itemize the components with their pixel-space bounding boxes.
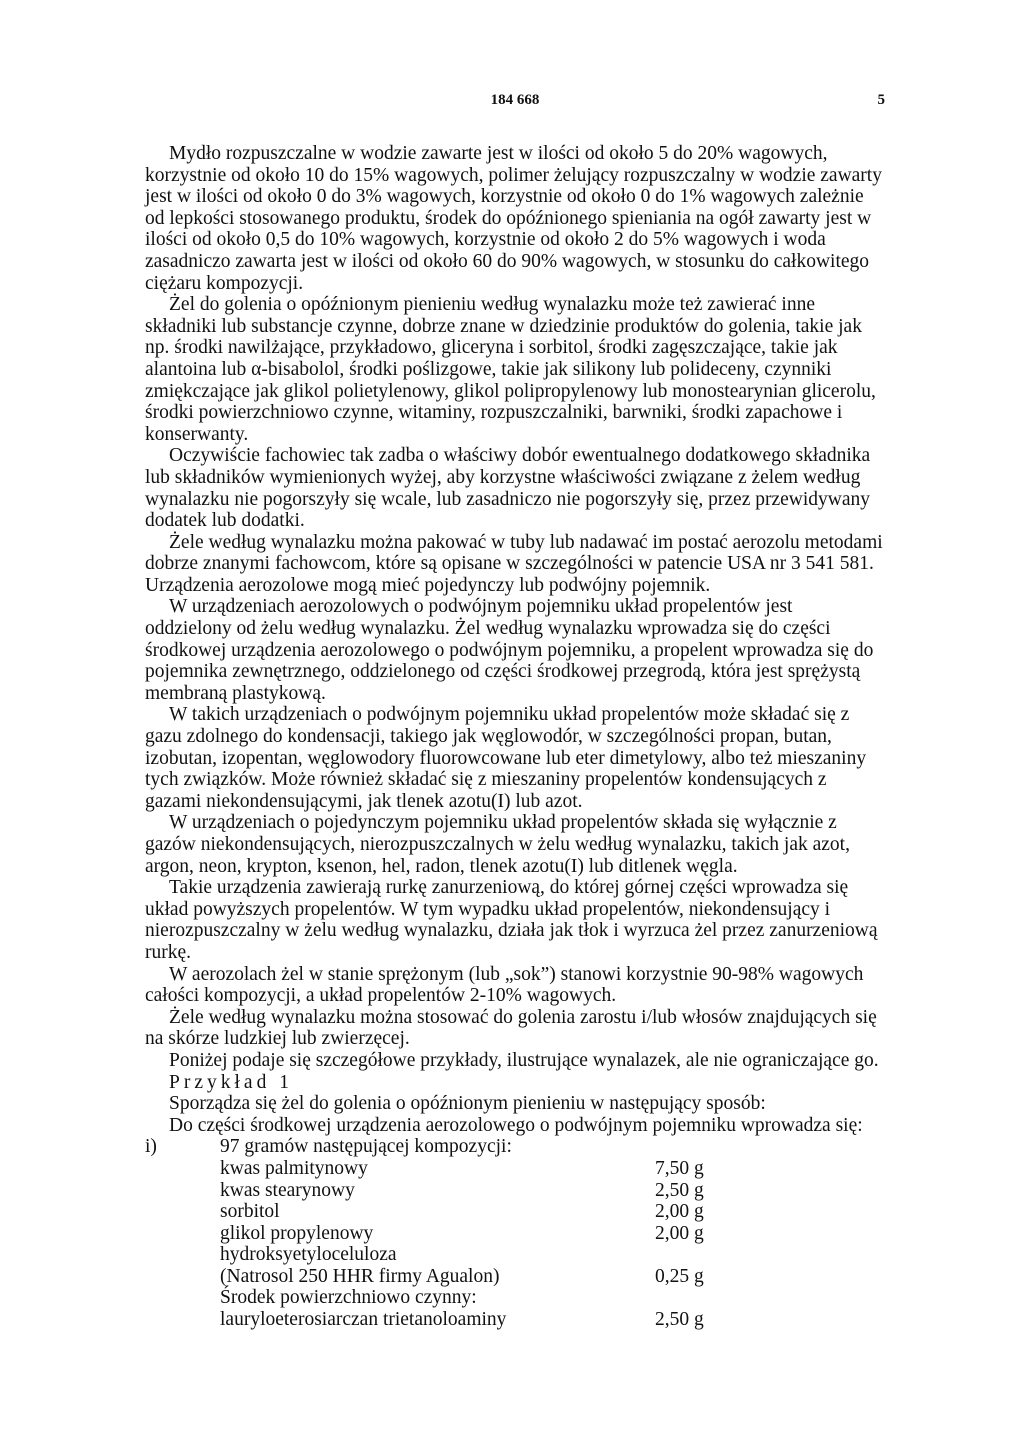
ingredient-name: lauryloeterosiarczan trietanoloaminy: [220, 1309, 507, 1331]
page-number: 5: [877, 92, 885, 108]
ingredient-row: [145, 1266, 883, 1288]
ingredient-row: [145, 1223, 883, 1245]
ingredient-amount: 0,25 g: [655, 1265, 704, 1287]
paragraph: W urządzeniach o pojedynczym pojemniku układ propelentów składa się wyłącznie z gazów niekondensujących, nierozpuszczalnych w żelu według wynalazku, takich jak azot, argon, neon, krypton, ksenon, hel, radon, tlenek azotu(I) lub ditlenek węgla.: [145, 812, 850, 877]
paragraph: Oczywiście fachowiec tak zadba o właściwy dobór ewentualnego dodatkowego składnika lub składników wymienionych wyżej, aby korzystne właściwości związane z żelem według wynalazku nie pogorszyły się wcale, lub zasadniczo nie pogorszyły się, przez przewidywany dodatek lub dodatki.: [145, 445, 871, 532]
paragraph: Takie urządzenia zawierają rurkę zanurzeniową, do której górnej części wprowadza się układ powyższych propelentów. W tym wypadku układ propelentów, niekondensujący i nierozpuszczalny w żelu według wynalazku, działa jak tłok i wyrzuca żel przez zanurzeniową rurkę.: [145, 877, 878, 963]
ingredient-name: Środek powierzchniowo czynny:: [220, 1287, 477, 1309]
ingredient-amount: 2,50 g: [655, 1179, 704, 1201]
page-header: [145, 92, 885, 116]
paragraph: Poniżej podaje się szczegółowe przykłady, ilustrujące wynalazek, ale nie ograniczające go.: [169, 1049, 879, 1071]
item-label: i): [145, 1136, 157, 1158]
document-number: 184 668: [490, 92, 540, 108]
document-body: [145, 143, 883, 1331]
example-intro: Sporządza się żel do golenia o opóźnionym pienieniu w następujący sposób:: [169, 1093, 766, 1115]
ingredient-amount: 2,50 g: [655, 1309, 704, 1331]
item-text: 97 gramów następującej kompozycji:: [220, 1136, 512, 1158]
ingredient-row: [145, 1244, 883, 1266]
paragraph: W aerozolach żel w stanie sprężonym (lub „sok”) stanowi korzystnie 90-98% wagowych całości kompozycji, a układ propelentów 2-10% wagowych.: [145, 963, 864, 1007]
ingredient-name: sorbitol: [220, 1201, 280, 1223]
composition-item: [145, 1136, 883, 1158]
paragraph: Żele według wynalazku można stosować do golenia zarostu i/lub włosów znajdujących się na skórze ludzkiej lub zwierzęcej.: [145, 1006, 877, 1050]
ingredient-name: glikol propylenowy: [220, 1222, 374, 1244]
ingredient-row: [145, 1309, 883, 1331]
ingredient-amount: 2,00 g: [655, 1201, 704, 1223]
ingredient-row: [145, 1180, 883, 1202]
paragraph: W urządzeniach aerozolowych o podwójnym pojemniku układ propelentów jest oddzielony od żelu według wynalazku. Żel według wynalazku wprowadza się do części środkowej urządzenia aerozolowego o podwójnym pojemniku, a propelent wprowadza się do pojemnika zewnętrznego, oddzielonego od części środkowej przegrodą, która jest sprężystą membraną plastykową.: [145, 596, 874, 704]
example-heading: Przykład 1: [169, 1071, 293, 1093]
paragraph: Mydło rozpuszczalne w wodzie zawarte jest w ilości od około 5 do 20% wagowych, korzystnie od około 10 do 15% wagowych, polimer żelujący rozpuszczalny w wodzie zawarty jest w ilości od około 0 do 3% wagowych, korzystnie od około 0 do 1% wagowych zależnie od lepkości stosowanego produktu, środek do opóźnionego spieniania na ogół zawarty jest w ilości od około 0,5 do 10% wagowych, korzystnie od około 2 do 5% wagowych i woda zasadniczo zawarta jest w ilości od około 60 do 90% wagowych, w stosunku do całkowitego ciężaru kompozycji.: [145, 143, 882, 294]
ingredient-amount: 2,00 g: [655, 1222, 704, 1244]
example-instruction: Do części środkowej urządzenia aerozolowego o podwójnym pojemniku wprowadza się:: [169, 1114, 863, 1136]
ingredient-list: [145, 1158, 883, 1331]
ingredient-row: [145, 1287, 883, 1309]
ingredient-name: kwas palmitynowy: [220, 1157, 368, 1179]
ingredient-name: hydroksyetyloceluloza: [220, 1244, 397, 1266]
ingredient-amount: 7,50 g: [655, 1157, 704, 1179]
ingredient-row: [145, 1158, 883, 1180]
ingredient-row: [145, 1201, 883, 1223]
paragraph: W takich urządzeniach o podwójnym pojemniku układ propelentów może składać się z gazu zdolnego do kondensacji, takiego jak węglowodór, w szczególności propan, butan, izobutan, izopentan, węglowodory fluorowcowane lub eter dimetylowy, albo też mieszaniny tych związków. Może również składać się z mieszaniny propelentów kondensujących z gazami niekondensującymi, jak tlenek azotu(I) lub azot.: [145, 704, 867, 812]
paragraph: Żele według wynalazku można pakować w tuby lub nadawać im postać aerozolu metodami dobrze znanymi fachowcom, które są opisane w szczególności w patencie USA nr 3 541 581. Urządzenia aerozolowe mogą mieć pojedynczy lub podwójny pojemnik.: [145, 531, 883, 596]
ingredient-name: (Natrosol 250 HHR firmy Agualon): [220, 1265, 500, 1287]
ingredient-name: kwas stearynowy: [220, 1179, 355, 1201]
paragraph: Żel do golenia o opóźnionym pienieniu według wynalazku może też zawierać inne składniki lub substancje czynne, dobrze znane w dziedzinie produktów do golenia, takie jak np. środki nawilżające, przykładowo, gliceryna i sorbitol, środki zagęszczające, takie jak alantoina lub α-bisabolol, środki poślizgowe, takie jak silikony lub polideceny, czynniki zmiękczające jak glikol polietylenowy, glikol polipropylenowy lub monostearynian glicerolu, środki powierzchniowo czynne, witaminy, rozpuszczalniki, barwniki, środki zapachowe i konserwanty.: [145, 294, 876, 445]
